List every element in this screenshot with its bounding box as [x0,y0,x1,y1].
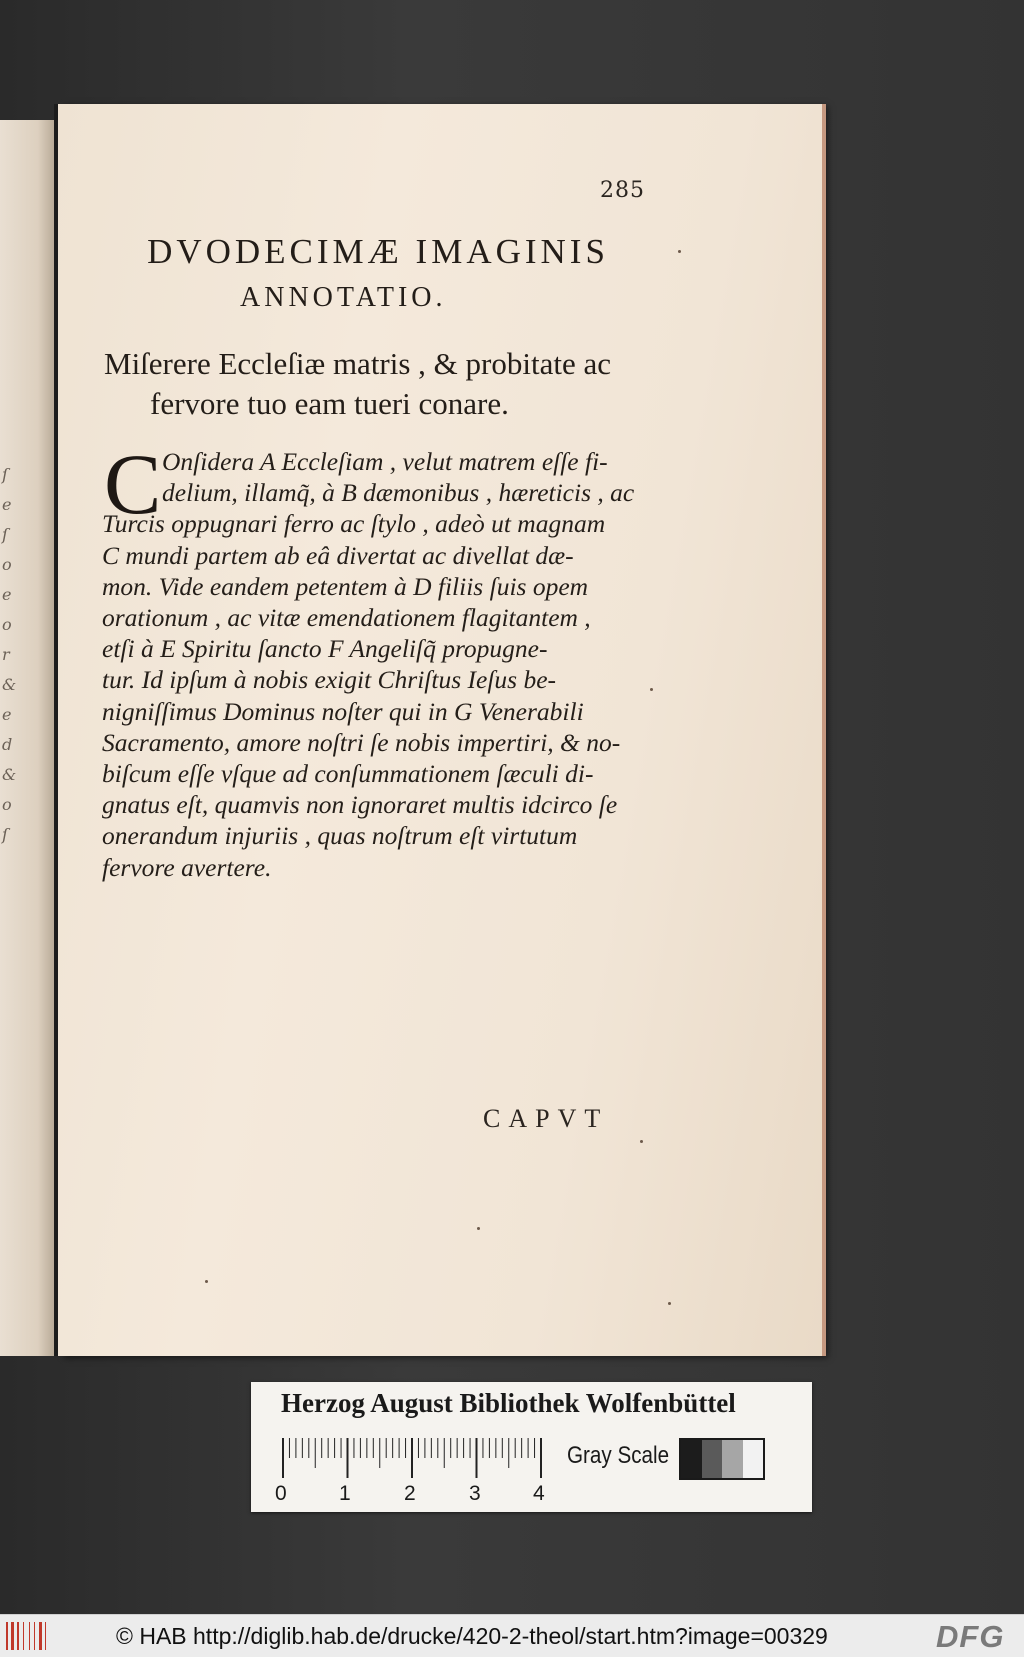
body-line: Sacramento, amore noſtri ſe nobis impertiri, & no- [102,727,621,757]
motto [104,344,644,424]
gray-scale-label: Gray Scale [567,1442,670,1469]
body-line: nigniſſimus Dominus noſter qui in G Venerabili [102,696,584,726]
body-line: mon. Vide eandem petentem à D filiis ſuis opem [102,571,589,601]
barcode-bar [17,1622,19,1650]
body-line: C mundi partem ab eâ divertat ac divellat dæ- [102,540,574,570]
body-line: delium, illamq̃, à B dæmonibus , hæreticis , ac [162,478,635,508]
body-line: orationum , ac vitæ emendationem flagitantem , [102,603,591,633]
copyright-link[interactable]: © HAB http://diglib.hab.de/drucke/420-2-theol/start.htm?image=00329 [116,1623,828,1649]
gray-step [681,1440,702,1478]
previous-page-edge [0,120,56,1356]
ruler-number: 4 [533,1482,545,1505]
speck [668,1302,671,1305]
motto-line: fervore tuo eam tueri conare. [150,386,509,421]
gray-step [722,1440,743,1478]
body-line: etſi à E Spiritu ſancto F Angeliſq̃ propugne- [102,634,548,664]
speck [678,250,681,253]
body-line: fervore avertere. [102,852,272,882]
barcode-bar [6,1622,8,1650]
body-text [102,436,638,883]
barcode-bar [23,1622,24,1650]
footer-bar [0,1614,1024,1657]
barcode-icon [6,1622,46,1650]
dfg-logo: DFG [936,1619,1005,1654]
speck [477,1227,480,1230]
catchword: CAPVT [483,1104,609,1133]
chapter-title: DVODECIMÆ IMAGINIS [147,232,609,271]
previous-page-marks: ſ e ſ o e o r & e d & o ſ [2,465,17,844]
body-line: gnatus eſt, quamvis non ignoraret multis idcirco ſe [102,790,618,820]
barcode-bar [29,1622,30,1650]
ruler-number: 0 [275,1482,287,1505]
speck [650,688,653,691]
body-line: tur. Id ipſum à nobis exigit Chriſtus Ieſus be- [102,665,557,695]
barcode-bar [34,1622,35,1650]
ruler-scale [281,1436,556,1480]
body-line: biſcum eſſe vſque ad conſummationem ſæculi di- [102,759,594,789]
institution-name: Herzog August Bibliothek Wolfenbüttel [281,1388,736,1418]
barcode-bar [11,1622,14,1650]
ruler-number: 1 [339,1482,351,1505]
color-calibration-card [251,1382,812,1512]
body-line: onerandum injuriis , quas noſtrum eſt virtutum [102,821,578,851]
chapter-subtitle: ANNOTATIO. [240,282,447,313]
ruler-number: 2 [404,1482,416,1505]
ruler-number: 3 [469,1482,481,1505]
body-line: Turcis oppugnari ferro ac ſtylo , adeò ut magnam [102,509,606,539]
drop-cap: C [104,436,162,532]
motto-line: Miſerere Eccleſiæ matris , & probitate ac [104,346,611,381]
speck [205,1280,208,1283]
barcode-bar [45,1622,46,1650]
body-line: Onſidera A Eccleſiam , velut matrem eſſe fi- [162,447,608,476]
speck [640,1140,643,1143]
page-number: 285 [600,178,645,203]
gray-scale-swatch [679,1438,765,1480]
gray-step [743,1440,764,1478]
gray-step [702,1440,723,1478]
barcode-bar [39,1622,42,1650]
